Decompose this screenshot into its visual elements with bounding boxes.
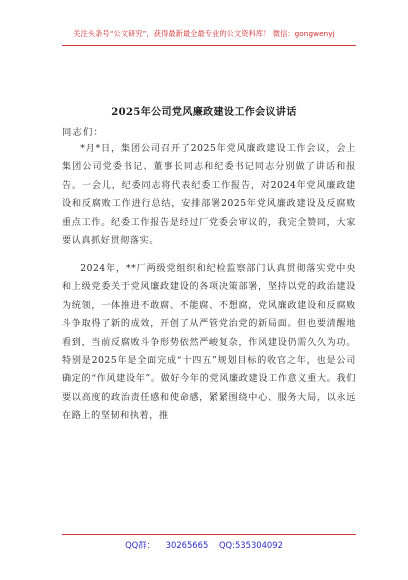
- footer-divider: [62, 534, 356, 535]
- header-banner: 关注头条号“公文研究”，获得最新最全最专业的公文资料库！ 微信：gongwenyj: [73, 29, 335, 38]
- document-title: 2025年公司党风廉政建设工作会议讲话: [111, 107, 297, 118]
- paragraph-2: 2024年，**厂两级党组织和纪检监察部门认真贯彻落实党中央和上级党委关于党风廉政建设的各项决策部署，坚持以党的政治建设为统领，一体推进不敢腐、不能腐、不想腐，党风廉政建设和反腐败斗争取得了新的成效，开创了从严管党治党的新局面。但也要清醒地看到，当前反腐败斗争形势依然严峻复杂，作风建设仍需久久为功。特别是2025年是全面完成“十四五”规划目标的收官之年，也是公司确定的“作风建设年”。做好今年的党风廉政建设工作意义重大。我们要以高度的政治责任感和使命感，紧紧围绕中心、服务大局，以永远在路上的坚韧和执着，推: [62, 264, 356, 422]
- paragraph-1: *月*日，集团公司召开了2025年党风廉政建设工作会议，会上集团公司党委书记、董事长同志和纪委书记同志分别做了讲话和报告。一会儿，纪委同志将代表纪委工作报告，对2024年党风廉政建设和反腐败工作进行总结，安排部署2025年党风廉政建设及反腐败重点工作。纪委工作报告是经过厂党委会审议的，我完全赞同，大家要认真抓好贯彻落实。: [62, 144, 356, 247]
- header-divider: [62, 45, 356, 46]
- footer-contact: QQ群： 30265665 QQ:535304092: [125, 540, 283, 550]
- salutation: 同志们：: [62, 127, 104, 138]
